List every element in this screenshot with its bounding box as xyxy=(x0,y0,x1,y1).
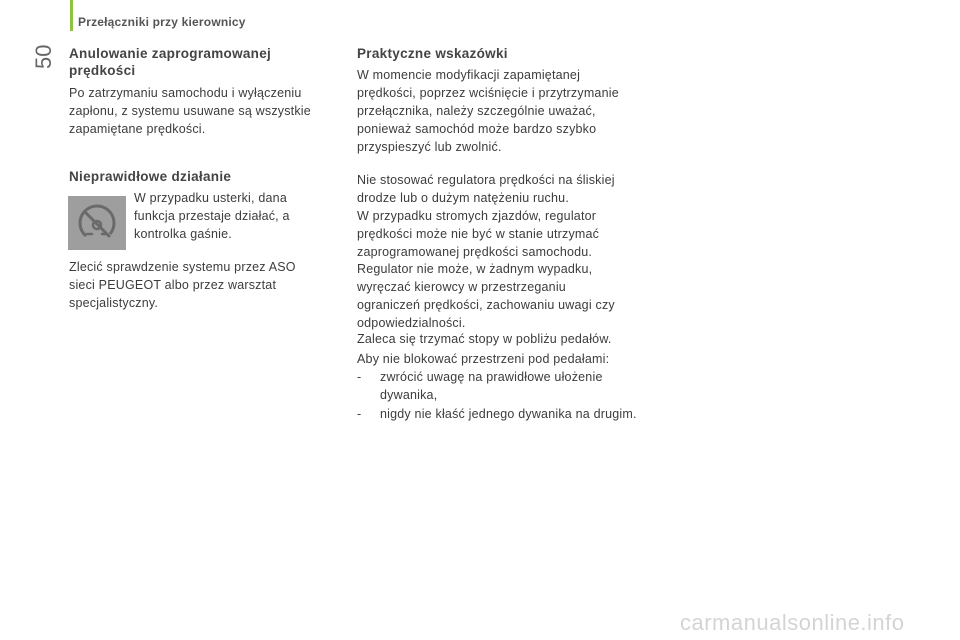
section-title: Przełączniki przy kierownicy xyxy=(78,15,246,29)
list-item xyxy=(357,405,647,423)
tips-heading: Praktyczne wskazówki xyxy=(357,46,508,61)
malfunction-text: Zlecić sprawdzenie systemu przez ASO sieci PEUGEOT albo przez warsztat specjalistyczny. xyxy=(69,260,296,310)
list-dash: - xyxy=(357,370,362,384)
list-dash: - xyxy=(357,407,362,421)
speed-limiter-warning-icon xyxy=(68,196,126,250)
page-number: 50 xyxy=(31,44,56,69)
list-item-text: nigdy nie kłaść jednego dywanika na drugim. xyxy=(380,407,637,421)
tips-paragraph: W przypadku stromych zjazdów, regulator prędkości może nie być w stanie utrzymać zaprogramowanej prędkości samochodu. xyxy=(357,209,600,259)
watermark: carmanualsonline.info xyxy=(680,610,905,635)
malfunction-icon-text: W przypadku usterki, dana funkcja przestaje działać, a kontrolka gaśnie. xyxy=(134,191,290,241)
tips-paragraph: W momencie modyfikacji zapamiętanej prędkości, poprzez wciśnięcie i przytrzymanie przełącznika, należy szczególnie uważać, ponieważ samochód może bardzo szybko przyspieszyć lub zwolnić. xyxy=(357,68,619,154)
tips-paragraph: Zaleca się trzymać stopy w pobliżu pedałów. xyxy=(357,332,612,346)
cancel-text: Po zatrzymaniu samochodu i wyłączeniu zapłonu, z systemu usuwane są wszystkie zapamiętane prędkości. xyxy=(69,86,311,136)
tips-paragraph: Aby nie blokować przestrzeni pod pedałami: xyxy=(357,352,610,366)
tips-paragraph: Nie stosować regulatora prędkości na śliskiej drodze lub o dużym natężeniu ruchu. xyxy=(357,173,615,205)
cancel-heading: Anulowanie zaprogramowanej prędkości xyxy=(69,46,272,78)
malfunction-heading: Nieprawidłowe działanie xyxy=(69,169,232,184)
list-item xyxy=(357,368,647,404)
list-item-text: zwrócić uwagę na prawidłowe ułożenie dywanika, xyxy=(380,370,603,402)
section-accent-bar xyxy=(70,0,73,31)
tips-paragraph: Regulator nie może, w żadnym wypadku, wyręczać kierowcy w przestrzeganiu ograniczeń prędkości, zachowaniu uwagi czy odpowiedzialności. xyxy=(357,262,615,330)
